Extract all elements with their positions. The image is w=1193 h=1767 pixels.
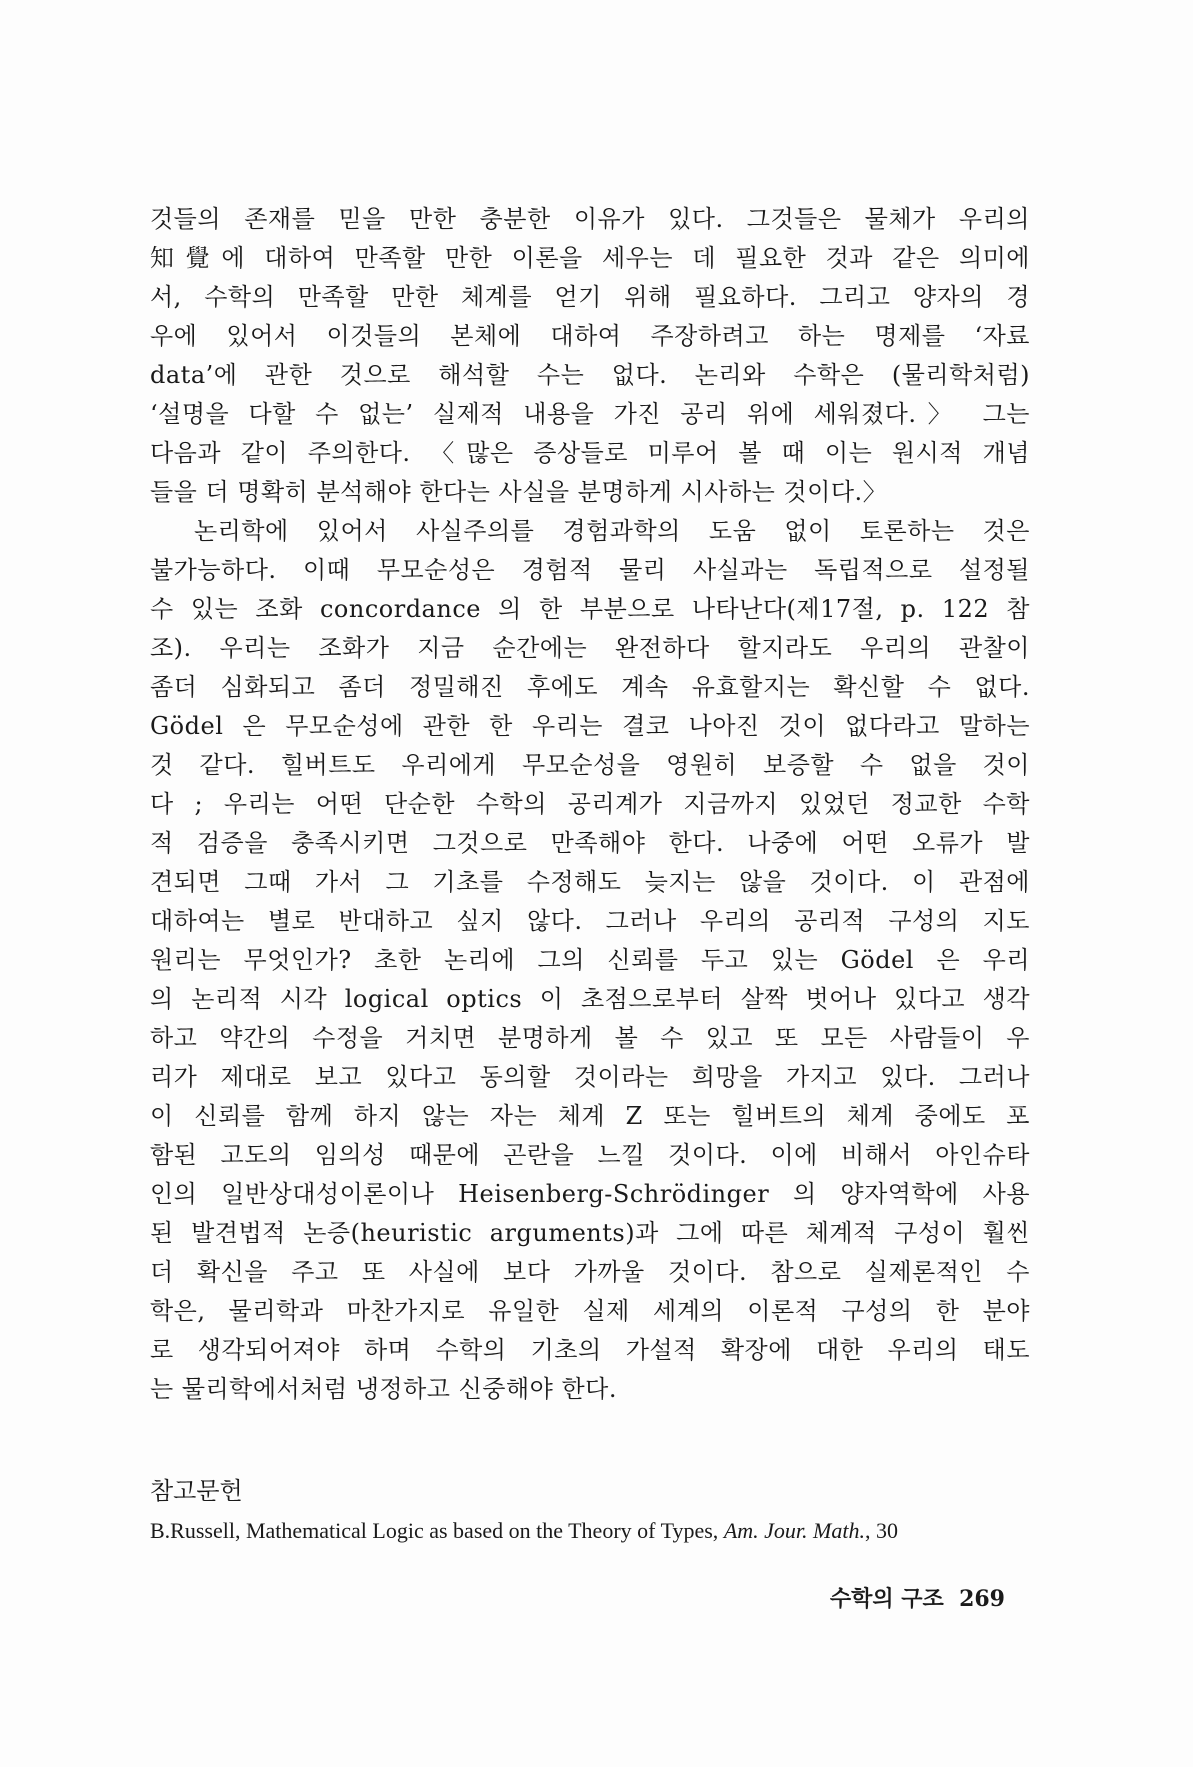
text-line: 함된 고도의 임의성 때문에 곤란을 느낄 것이다. 이에 비해서 아인슈타 — [150, 1141, 1030, 1169]
text-line: 것 같다. 힐버트도 우리에게 무모순성을 영원히 보증할 수 없을 것이 — [150, 751, 1030, 779]
reference-text: B.Russell, Mathematical Logic as based on the Theory of Types, — [150, 1518, 724, 1543]
text-line: 리가 제대로 보고 있다고 동의할 것이라는 희망을 가지고 있다. 그러나 — [150, 1063, 1030, 1091]
text-line: 학은, 물리학과 마찬가지로 유일한 실제 세계의 이론적 구성의 한 분야 — [150, 1297, 1030, 1325]
text-line: 하고 약간의 수정을 거치면 분명하게 볼 수 있고 또 모든 사람들이 우 — [150, 1024, 1030, 1052]
text-line: 인의 일반상대성이론이나 Heisenberg-Schrödinger 의 양자역학에 사용 — [150, 1180, 1030, 1208]
text-line: 서, 수학의 만족할 만한 체계를 얻기 위해 필요하다. 그리고 양자의 경 — [150, 283, 1030, 311]
text-line: 知覺에 대하여 만족할 만한 이론을 세우는 데 필요한 것과 같은 의미에 — [150, 244, 1030, 272]
text-line: 논리학에 있어서 사실주의를 경험과학의 도움 없이 토론하는 것은 — [194, 517, 1030, 545]
text-line: 이 신뢰를 함께 하지 않는 자는 체계 Z 또는 힐버트의 체계 중에도 포 — [150, 1102, 1030, 1130]
references-heading: 참고문헌 — [150, 1477, 243, 1505]
text-line: 들을 더 명확히 분석해야 한다는 사실을 분명하게 시사하는 것이다.〉 — [150, 478, 888, 506]
text-line: 다음과 같이 주의한다. 〈많은 증상들로 미루어 볼 때 이는 원시적 개념 — [150, 439, 1030, 467]
text-line: 의 논리적 시각 logical optics 이 초점으로부터 살짝 벗어나 있다고 생각 — [150, 985, 1030, 1013]
text-line: 견되면 그때 가서 그 기초를 수정해도 늦지는 않을 것이다. 이 관점에 — [150, 868, 1030, 896]
reference-volume: , 30 — [864, 1518, 898, 1543]
text-line: 것들의 존재를 믿을 만한 충분한 이유가 있다. 그것들은 물체가 우리의 — [150, 205, 1030, 233]
text-line: 는 물리학에서처럼 냉정하고 신중해야 한다. — [150, 1375, 617, 1403]
text-line: 더 확신을 주고 또 사실에 보다 가까울 것이다. 참으로 실제론적인 수 — [150, 1258, 1030, 1286]
text-line: 된 발견법적 논증(heuristic arguments)과 그에 따른 체계적 구성이 훨씬 — [150, 1219, 1030, 1247]
text-line: 원리는 무엇인가? 초한 논리에 그의 신뢰를 두고 있는 Gödel 은 우리 — [150, 946, 1030, 974]
page-footer — [830, 1582, 1005, 1616]
text-line: 다 ; 우리는 어떤 단순한 수학의 공리계가 지금까지 있었던 정교한 수학 — [150, 790, 1030, 818]
text-line: 대하여는 별로 반대하고 싶지 않다. 그러나 우리의 공리적 구성의 지도 — [150, 907, 1030, 935]
text-line: 불가능하다. 이때 무모순성은 경험적 물리 사실과는 독립적으로 설정될 — [150, 556, 1030, 584]
text-line: 로 생각되어져야 하며 수학의 기초의 가설적 확장에 대한 우리의 태도 — [150, 1336, 1030, 1364]
text-line: ‘설명을 다할 수 없는’ 실제적 내용을 가진 공리 위에 세워졌다.〉 그는 — [150, 400, 1030, 428]
page-number: 269 — [959, 1586, 1005, 1612]
text-line: data’에 관한 것으로 해석할 수는 없다. 논리와 수학은 (물리학처럼) — [150, 361, 1030, 389]
text-line: 우에 있어서 이것들의 본체에 대하여 주장하려고 하는 명제를 ‘자료 — [150, 322, 1030, 350]
text-line: 조). 우리는 조화가 지금 순간에는 완전하다 할지라도 우리의 관찰이 — [150, 634, 1030, 662]
reference-entry — [150, 1514, 1030, 1548]
text-line: 수 있는 조화 concordance 의 한 부분으로 나타난다(제17절, p. 122 참 — [150, 595, 1030, 623]
running-title: 수학의 구조 — [829, 1586, 944, 1612]
body-text — [150, 200, 1030, 1409]
reference-journal: Am. Jour. Math. — [723, 1518, 865, 1543]
text-line: Gödel 은 무모순성에 관한 한 우리는 결코 나아진 것이 없다라고 말하는 — [150, 712, 1030, 740]
text-line: 좀더 심화되고 좀더 정밀해진 후에도 계속 유효할지는 확신할 수 없다. — [150, 673, 1030, 701]
text-line: 적 검증을 충족시키면 그것으로 만족해야 한다. 나중에 어떤 오류가 발 — [150, 829, 1030, 857]
